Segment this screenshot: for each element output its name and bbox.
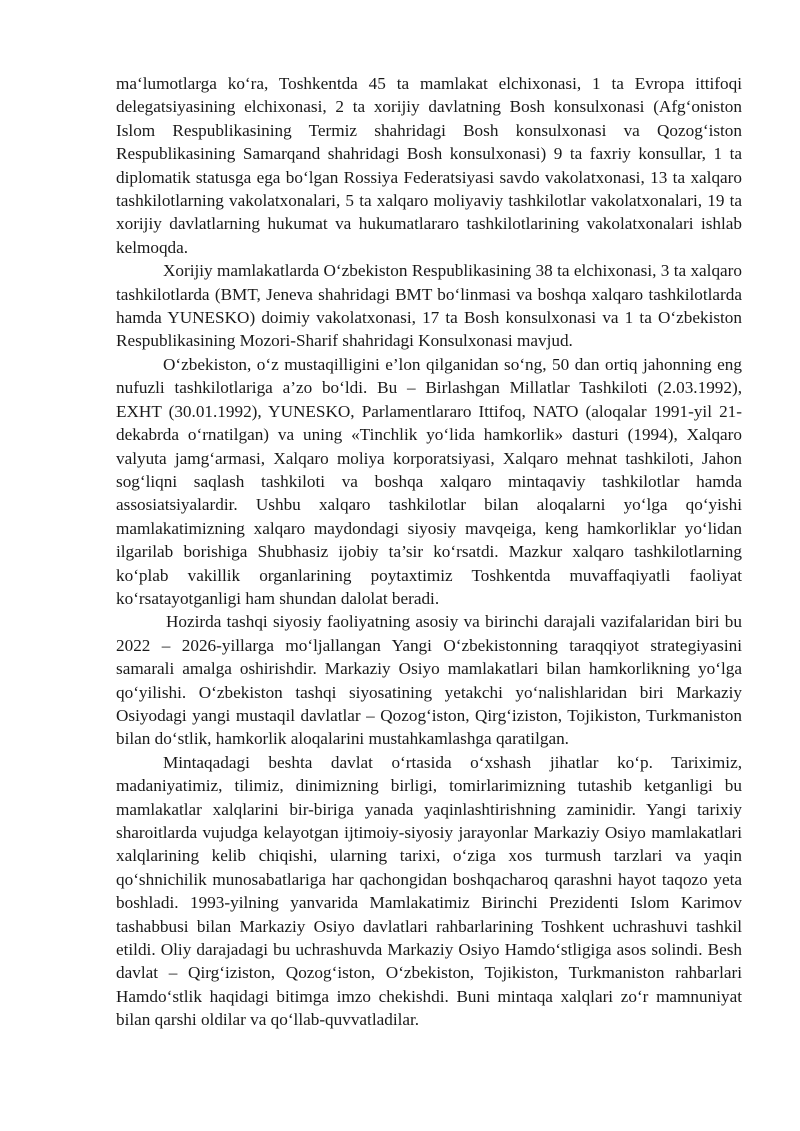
paragraph-foreign-policy-tasks: Hozirda tashqi siyosiy faoliyatning asosiy va birinchi darajali vazifalaridan biri bu 2022 – 2026-yillarga mo‘ljallangan Yangi O‘zbekistonning taraqqiyot strategiyasini samarali amalga oshirishdir. Markaziy Osiyo mamlakatlari bilan hamkorlikning yo‘lga qo‘yilishi. O‘zbekiston tashqi siyosatining yetakchi yo‘nalishlaridan biri Markaziy Osiyodagi yangi mustaqil davlatlar – Qozog‘iston, Qirg‘iziston, Tojikiston, Turkmaniston bilan do‘stlik, hamkorlik aloqalarini mustahkamlashga qaratilgan. bbox=[116, 612, 742, 749]
paragraph-continuation: ma‘lumotlarga ko‘ra, Toshkentda 45 ta mamlakat elchixonasi, 1 ta Evropa ittifoqi delegatsiyasining elchixonasi, 2 ta xorijiy davlatning Bosh konsulxonasi (Afg‘oniston Islom Respublikasining Termiz shahridagi Bosh konsulxonasi va Qozog‘iston Respublikasining Samarqand shahridagi Bosh konsulxonasi) 9 ta faxriy konsullar, 1 ta diplomatik statusga ega bo‘lgan Rossiya Federatsiyasi savdo vakolatxonasi, 13 ta xalqaro tashkilotlarning vakolatxonalari, 5 ta xalqaro moliyaviy tashkilotlar vakolatxonalari, 19 ta xorijiy davlatlarning hukumat va hukumatlararo tashkilotlarining vakolatxonalari ishlab kelmoqda. bbox=[116, 74, 742, 257]
paragraph-foreign-missions: Xorijiy mamlakatlarda O‘zbekiston Respublikasining 38 ta elchixonasi, 3 ta xalqaro tashkilotlarda (BMT, Jeneva shahridagi BMT bo‘linmasi va boshqa xalqaro tashkilotlarda hamda YUNESKO) doimiy vakolatxonasi, 17 ta Bosh konsulxonasi va 1 ta O‘zbekiston Respublikasining Mozori-Sharif shahridagi Konsulxonasi mavjud. bbox=[116, 261, 742, 351]
paragraph-international-organizations: O‘zbekiston, o‘z mustaqilligini e’lon qilganidan so‘ng, 50 dan ortiq jahonning eng nufuzli tashkilotlariga a’zo bo‘ldi. Bu – Birlashgan Millatlar Tashkiloti (2.03.1992), EXHT (30.01.1992), YUNESKO, Parlamentlararo Ittifoq, NATO (aloqalar 1991-yil 21-dekabrda o‘rnatilgan) va uning «Tinchlik yo‘lida hamkorlik» dasturi (1994), Xalqaro valyuta jamg‘armasi, Xalqaro moliya korporatsiyasi, Xalqaro mehnat tashkiloti, Jahon sog‘liqni saqlash tashkiloti va boshqa xalqaro mintaqaviy tashkilotlar hamda assosiatsiyalardir. Ushbu xalqaro tashkilotlar bilan aloqalarni yo‘lga qo‘yishi mamlakatimizning xalqaro maydondagi siyosiy mavqeiga, keng hamkorliklar yo‘lidan ilgarilab borishiga Shubhasiz ijobiy ta’sir ko‘rsatdi. Mazkur xalqaro tashkilotlarning ko‘plab vakillik organlarining poytaxtimiz Toshkentda muvaffaqiyatli faoliyat ko‘rsatayotganligi ham shundan dalolat beradi. bbox=[116, 354, 742, 608]
paragraph-central-asia-cooperation: Mintaqadagi beshta davlat o‘rtasida o‘xshash jihatlar ko‘p. Tariximiz, madaniyatimiz, tilimiz, dinimizning birligi, tomirlarimizning tutashib ketganligi bu mamlakatlar xalqlarini bir-biriga yanada yaqinlashtirishning zaminidir. Yangi tarixiy sharoitlarda vujudga kelayotgan ijtimoiy-siyosiy jarayonlar Markaziy Osiyo mamlakatlari xalqlarining kelib chiqishi, ularning tarixi, o‘ziga xos turmush tarzlari va yaqin qo‘shnichilik munosabatlariga har qachongidan boshqacharoq qarashni hayot taqozo yeta boshladi. 1993-yilning yanvarida Mamlakatimiz Birinchi Prezidenti Islom Karimov tashabbusi bilan Markaziy Osiyo davlatlari rahbarlarining Toshkent uchrashuvi tashkil etildi. Oliy darajadagi bu uchrashuvda Markaziy Osiyo Hamdo‘stligiga asos solindi. Besh davlat – Qirg‘iziston, Qozog‘iston, O‘zbekiston, Tojikiston, Turkmaniston rahbarlari Hamdo‘stlik haqidagi bitimga imzo chekishdi. Buni mintaqa xalqlari zo‘r mamnuniyat bilan qarshi oldilar va qo‘llab-quvvatladilar. bbox=[116, 752, 742, 1030]
document-page bbox=[116, 72, 742, 1032]
